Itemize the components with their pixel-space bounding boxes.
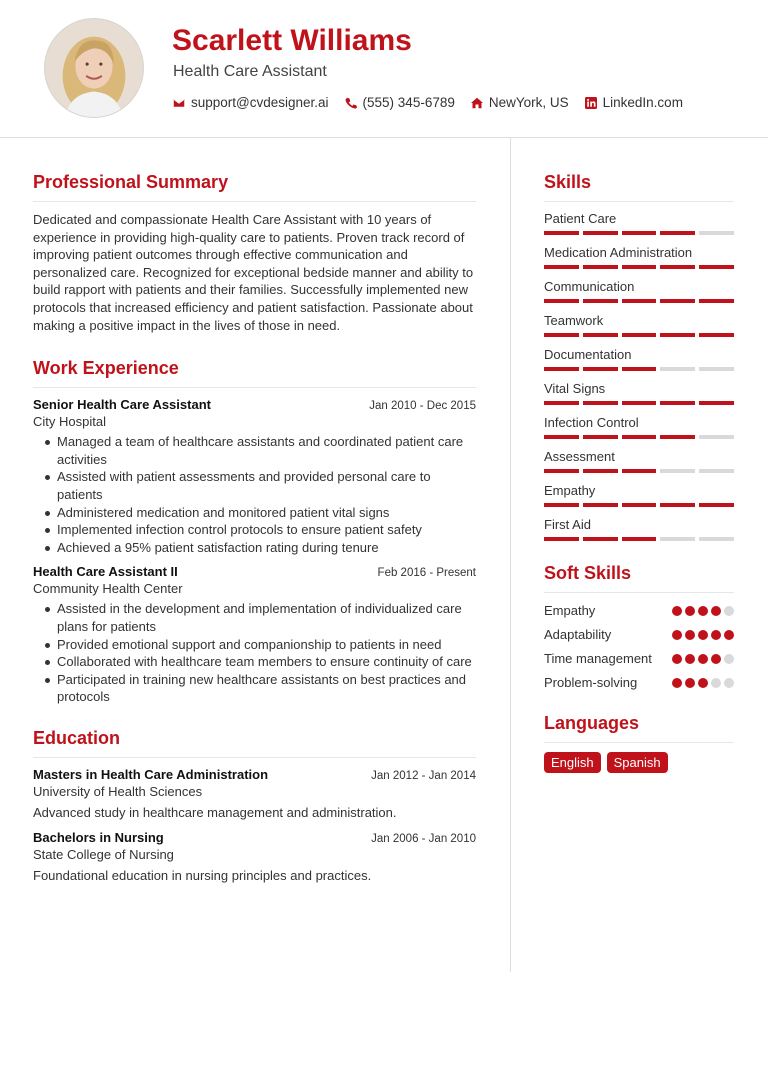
education-school: State College of Nursing	[33, 846, 174, 862]
rating-dot	[685, 630, 695, 640]
bullet-item: Collaborated with healthcare team members to ensure continuity of care	[43, 653, 476, 671]
skill-level-segment	[583, 503, 618, 507]
skill-level-segment	[660, 503, 695, 507]
skill-level-segment	[699, 503, 734, 507]
skill-level-segment	[660, 231, 695, 235]
rating-dot	[698, 606, 708, 616]
summary-heading: Professional Summary	[33, 172, 476, 202]
skill-level-segment	[699, 333, 734, 337]
skill-level-bar	[544, 469, 734, 473]
education-degree: Bachelors in Nursing	[33, 829, 164, 845]
skill-name: Assessment	[544, 449, 615, 464]
skill-level-segment	[583, 469, 618, 473]
skill-level-segment	[660, 367, 695, 371]
contact-email[interactable]	[173, 95, 329, 110]
languages-list	[544, 752, 734, 773]
job-header	[33, 397, 476, 412]
education-entry	[33, 830, 476, 883]
skill-level-segment	[660, 333, 695, 337]
skill-level-segment	[699, 299, 734, 303]
linkedin-icon	[585, 97, 597, 109]
home-icon	[471, 97, 483, 109]
job-date: Jan 2010 - Dec 2015	[369, 400, 476, 413]
skill-level-bar	[544, 537, 734, 541]
skill-name: Teamwork	[544, 313, 604, 328]
education-degree: Masters in Health Care Administration	[33, 766, 269, 782]
skill-item	[544, 449, 734, 473]
contact-phone[interactable]	[345, 95, 455, 110]
skill-level-bar	[544, 367, 734, 371]
skill-level-segment	[622, 367, 657, 371]
education-heading: Education	[33, 728, 476, 758]
education-desc: Foundational education in nursing principles and practices.	[33, 867, 372, 883]
languages-heading: Languages	[544, 713, 734, 743]
rating-dot	[698, 654, 708, 664]
skill-level-segment	[622, 435, 657, 439]
skills-heading: Skills	[544, 172, 734, 202]
skill-level-segment	[699, 401, 734, 405]
bullet-item: Provided emotional support and companionship to patients in need	[43, 636, 476, 654]
rating-dot	[698, 678, 708, 688]
skill-level-segment	[699, 265, 734, 269]
skill-level-segment	[583, 333, 618, 337]
bullet-item: Managed a team of healthcare assistants and coordinated patient care activities	[43, 433, 476, 468]
skill-level-segment	[622, 299, 657, 303]
soft-skills-section	[544, 563, 734, 691]
education-date: Jan 2006 - Jan 2010	[371, 832, 476, 845]
rating-dot	[672, 630, 682, 640]
skill-item	[544, 279, 734, 303]
soft-skill-item	[544, 602, 734, 619]
skills-list	[544, 211, 734, 541]
languages-section	[544, 713, 734, 773]
skill-level-segment	[699, 537, 734, 541]
education-section	[33, 728, 476, 883]
contact-location	[471, 95, 569, 110]
envelope-icon	[173, 97, 185, 109]
skill-level-segment	[660, 537, 695, 541]
education-header	[33, 830, 476, 845]
skill-level-segment	[583, 367, 618, 371]
rating-dot	[724, 630, 734, 640]
skill-level-bar	[544, 333, 734, 337]
skill-level-segment	[583, 231, 618, 235]
skill-level-segment	[699, 469, 734, 473]
soft-skill-rating	[672, 654, 734, 664]
skill-item	[544, 381, 734, 405]
skill-level-segment	[544, 231, 579, 235]
rating-dot	[672, 678, 682, 688]
skill-level-segment	[660, 299, 695, 303]
skill-level-segment	[544, 333, 579, 337]
job-entry	[33, 397, 476, 556]
rating-dot	[711, 606, 721, 616]
skill-level-segment	[583, 401, 618, 405]
skill-level-segment	[622, 503, 657, 507]
skill-item	[544, 415, 734, 439]
skill-item	[544, 245, 734, 269]
skill-level-segment	[544, 367, 579, 371]
skill-level-bar	[544, 299, 734, 303]
bullet-item: Implemented infection control protocols to ensure patient safety	[43, 521, 476, 539]
skill-level-bar	[544, 503, 734, 507]
rating-dot	[672, 654, 682, 664]
avatar	[44, 18, 144, 118]
soft-skill-name: Time management	[544, 651, 652, 666]
skill-level-segment	[544, 503, 579, 507]
job-entry	[33, 564, 476, 706]
soft-skill-rating	[672, 606, 734, 616]
skill-level-segment	[699, 435, 734, 439]
skill-level-segment	[660, 401, 695, 405]
contact-linkedin[interactable]	[585, 95, 683, 110]
rating-dot	[711, 630, 721, 640]
experience-heading: Work Experience	[33, 358, 476, 388]
skill-level-segment	[660, 469, 695, 473]
experience-section	[33, 358, 476, 706]
candidate-name: Scarlett Williams	[172, 24, 412, 57]
rating-dot	[724, 606, 734, 616]
skills-section	[544, 172, 734, 541]
bullet-item: Participated in training new healthcare assistants on best practices and protocols	[43, 671, 476, 706]
contact-email-text: support@cvdesigner.ai	[191, 95, 329, 110]
skill-item	[544, 211, 734, 235]
education-date: Jan 2012 - Jan 2014	[371, 769, 476, 782]
job-org: Community Health Center	[33, 581, 183, 597]
skill-name: Documentation	[544, 347, 632, 362]
job-bullets	[33, 433, 476, 556]
soft-skills-heading: Soft Skills	[544, 563, 734, 593]
rating-dot	[724, 654, 734, 664]
bullet-item: Achieved a 95% patient satisfaction rating during tenure	[43, 539, 476, 557]
skill-name: Patient Care	[544, 211, 617, 226]
skill-level-segment	[699, 231, 734, 235]
rating-dot	[711, 654, 721, 664]
skill-item	[544, 313, 734, 337]
rating-dot	[685, 678, 695, 688]
contact-linkedin-text: LinkedIn.com	[602, 95, 683, 110]
bullet-item: Assisted with patient assessments and provided personal care to patients	[43, 468, 476, 503]
skill-level-bar	[544, 265, 734, 269]
phone-icon	[345, 97, 357, 109]
skill-level-segment	[544, 299, 579, 303]
soft-skill-name: Problem-solving	[544, 675, 638, 690]
skill-level-segment	[583, 537, 618, 541]
skill-level-segment	[544, 265, 579, 269]
skill-level-segment	[544, 537, 579, 541]
skill-item	[544, 517, 734, 541]
candidate-title: Health Care Assistant	[173, 63, 327, 80]
job-role: Health Care Assistant II	[33, 564, 178, 580]
resume-header	[0, 0, 768, 138]
soft-skill-name: Empathy	[544, 603, 596, 618]
skill-level-segment	[583, 435, 618, 439]
skill-level-segment	[622, 537, 657, 541]
rating-dot	[698, 630, 708, 640]
skill-name: Medication Administration	[544, 245, 693, 260]
education-entry	[33, 767, 476, 820]
skill-level-segment	[660, 265, 695, 269]
skill-item	[544, 347, 734, 371]
profile-photo	[45, 19, 143, 117]
skill-name: Communication	[544, 279, 635, 294]
soft-skill-item	[544, 626, 734, 643]
bullet-item: Assisted in the development and implementation of individualized care plans for patients	[43, 600, 476, 635]
job-date: Feb 2016 - Present	[377, 567, 476, 580]
skill-level-segment	[699, 367, 734, 371]
side-column	[544, 172, 734, 795]
skill-level-segment	[544, 435, 579, 439]
job-bullets	[33, 600, 476, 706]
contact-phone-text: (555) 345-6789	[362, 95, 455, 110]
skill-level-segment	[544, 469, 579, 473]
contact-location-text: NewYork, US	[488, 95, 569, 110]
skill-name: First Aid	[544, 517, 591, 532]
job-org: City Hospital	[33, 414, 106, 430]
language-badge: Spanish	[607, 752, 668, 773]
skill-level-segment	[583, 299, 618, 303]
rating-dot	[685, 654, 695, 664]
rating-dot	[672, 606, 682, 616]
summary-text: Dedicated and compassionate Health Care Assistant with 10 years of experience in providing high-quality care to patients. Proven track record of improving patient outcomes through effective communication and personalized care. Recognized for exceptional bedside manner and ability to build rapport with patients and their families. Successfully implemented new protocols that increased efficiency and patient satisfaction. Passionate about making a positive impact in the lives of those in need.	[33, 212, 474, 333]
skill-level-segment	[622, 265, 657, 269]
rating-dot	[711, 678, 721, 688]
job-header	[33, 564, 476, 579]
soft-skill-rating	[672, 630, 734, 640]
soft-skill-item	[544, 674, 734, 691]
language-badge: English	[544, 752, 601, 773]
skill-level-segment	[583, 265, 618, 269]
soft-skills-list	[544, 602, 734, 691]
soft-skill-rating	[672, 678, 734, 688]
rating-dot	[685, 606, 695, 616]
skill-name: Vital Signs	[544, 381, 606, 396]
main-column	[33, 172, 476, 905]
skill-level-segment	[622, 231, 657, 235]
skill-name: Empathy	[544, 483, 596, 498]
column-divider	[510, 138, 511, 972]
job-role: Senior Health Care Assistant	[33, 397, 211, 413]
skill-level-segment	[544, 401, 579, 405]
skill-level-bar	[544, 231, 734, 235]
skill-name: Infection Control	[544, 415, 639, 430]
skill-level-segment	[622, 401, 657, 405]
bullet-item: Administered medication and monitored patient vital signs	[43, 504, 476, 522]
soft-skill-name: Adaptability	[544, 627, 612, 642]
education-header	[33, 767, 476, 782]
education-desc: Advanced study in healthcare management and administration.	[33, 804, 397, 820]
skill-level-bar	[544, 435, 734, 439]
rating-dot	[724, 678, 734, 688]
skill-level-bar	[544, 401, 734, 405]
skill-item	[544, 483, 734, 507]
education-school: University of Health Sciences	[33, 783, 203, 799]
soft-skill-item	[544, 650, 734, 667]
skill-level-segment	[622, 469, 657, 473]
contact-list	[173, 95, 699, 110]
skill-level-segment	[622, 333, 657, 337]
skill-level-segment	[660, 435, 695, 439]
